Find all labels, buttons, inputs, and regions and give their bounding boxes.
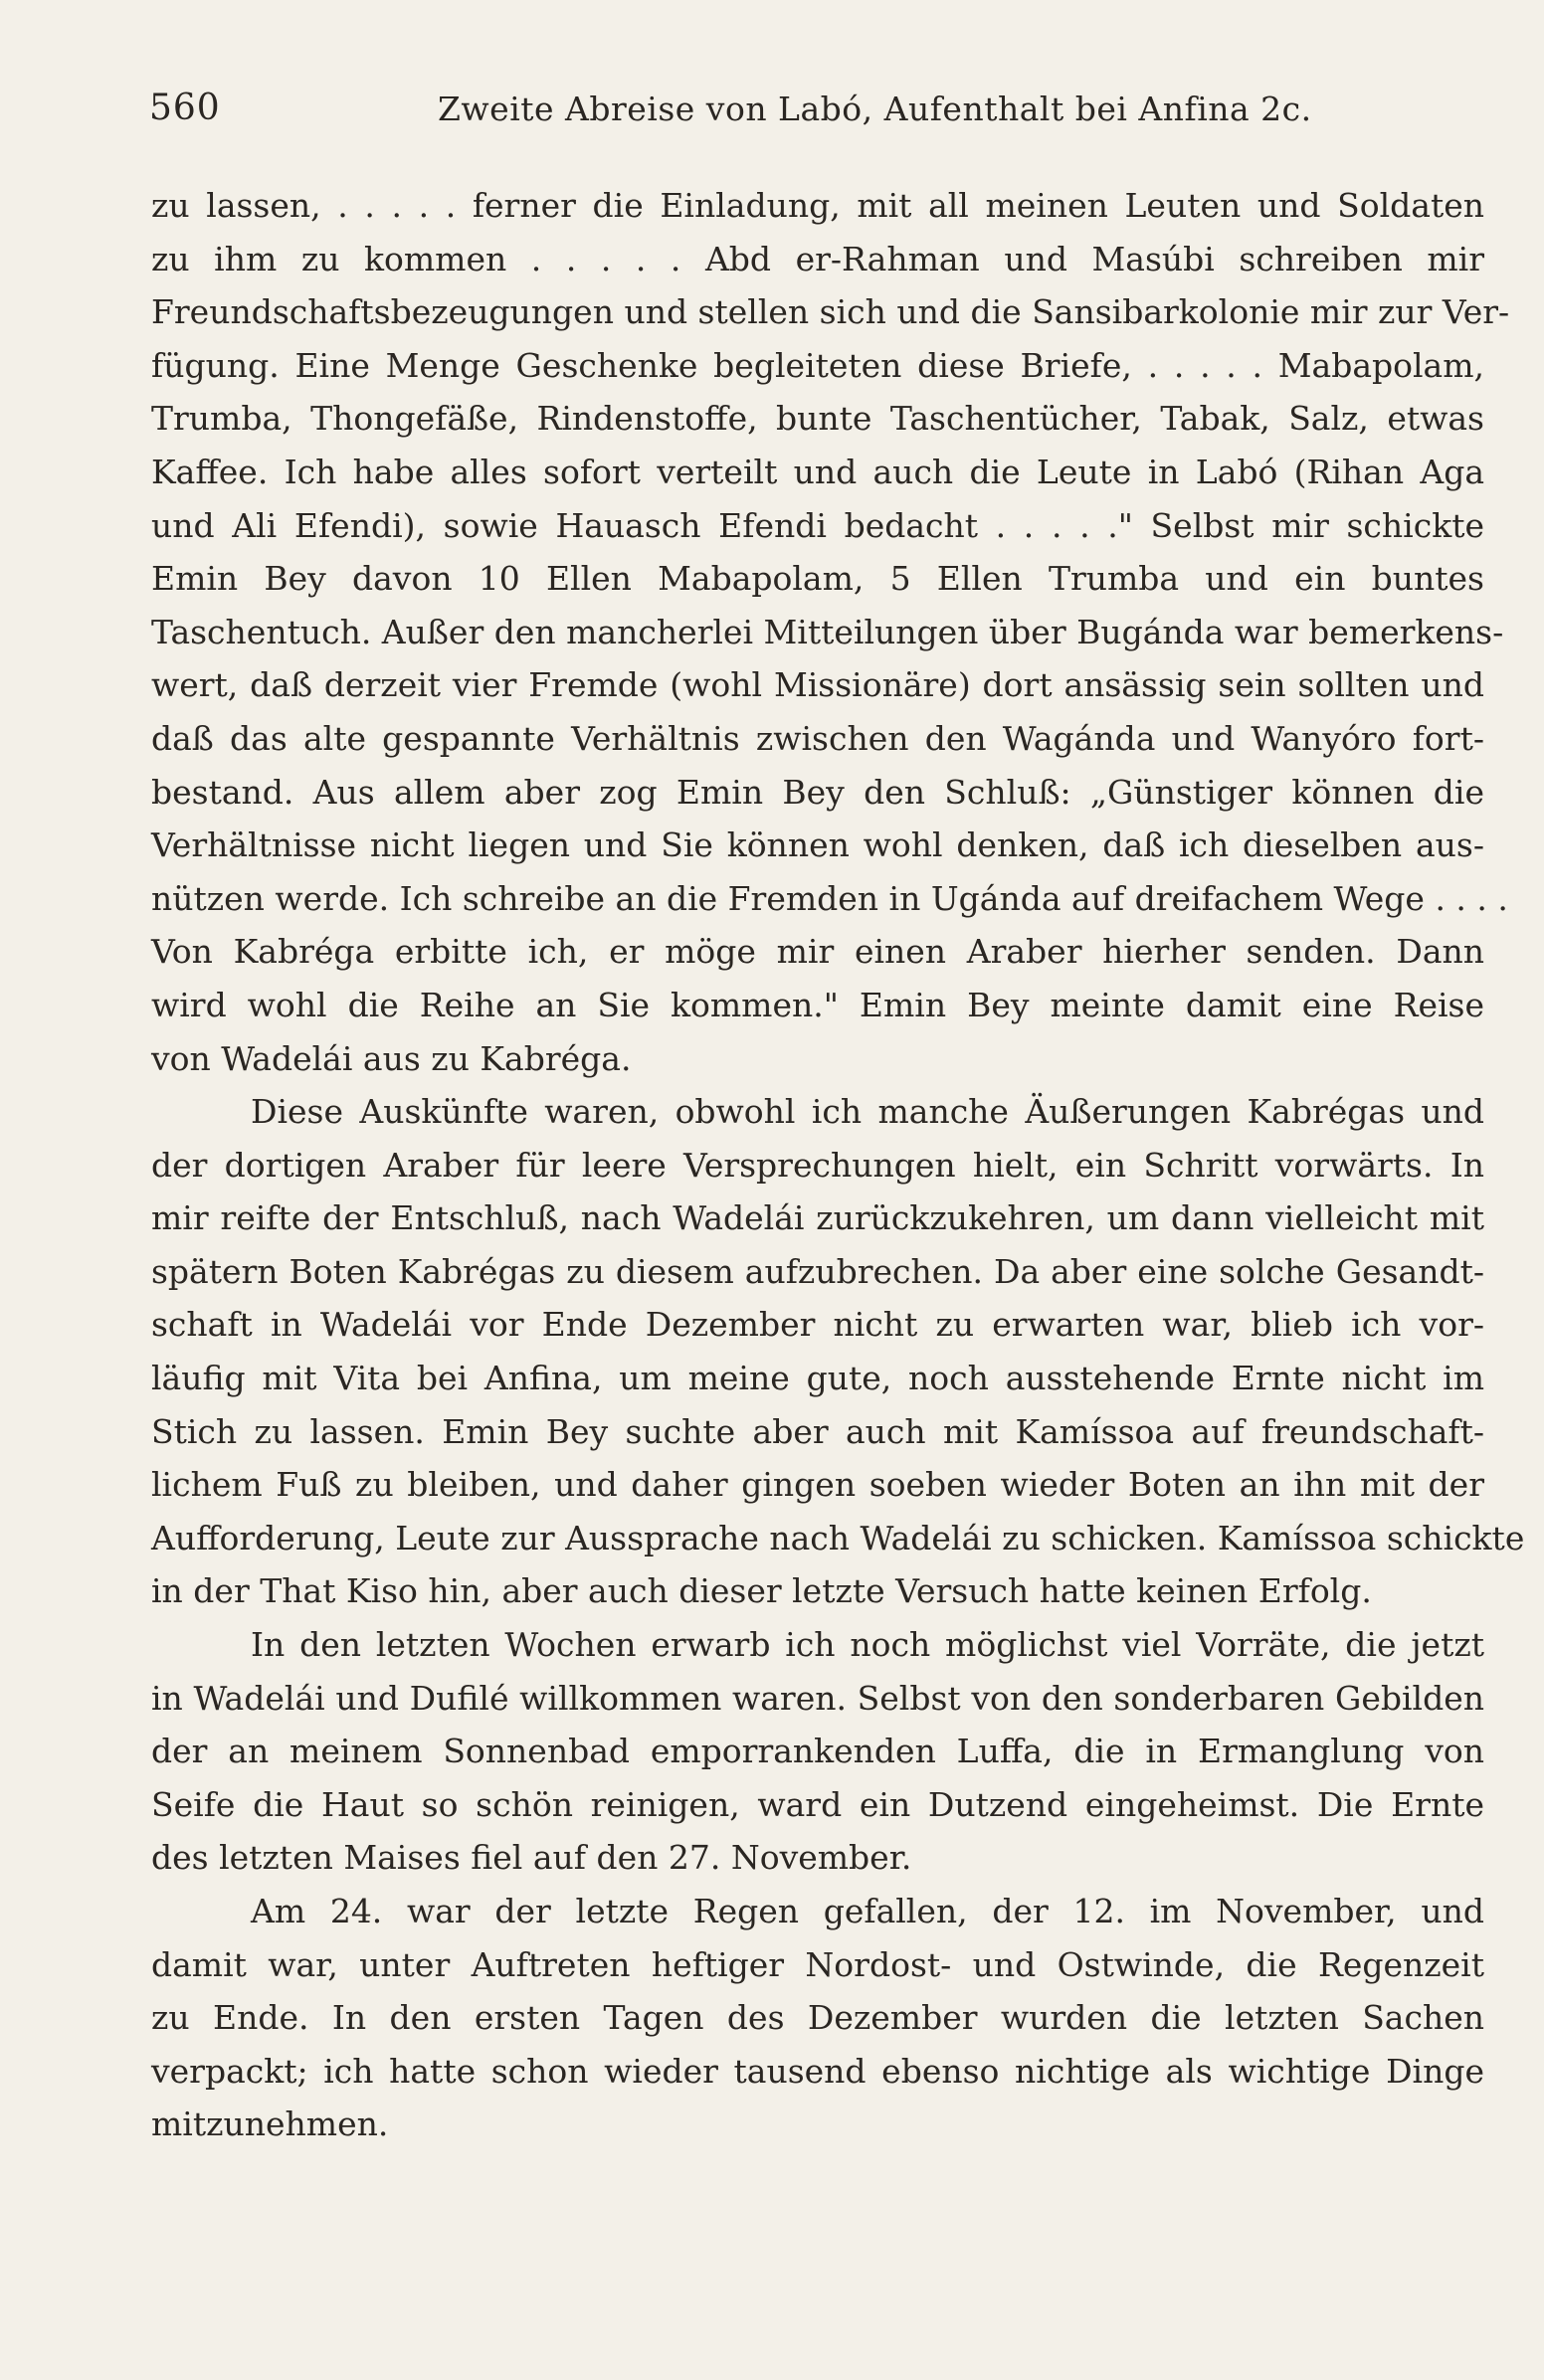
text-line: Stich zu lassen. Emin Bey suchte aber auch mit Kamíssoa auf freundschaft- [151,1411,1484,1451]
page-header [149,88,1494,137]
text-line: Trumba, Thongefäße, Rindenstoffe, bunte Taschentücher, Tabak, Salz, etwas [151,399,1484,439]
text-line: daß das alte gespannte Verhältnis zwischen den Wagánda und Wanyóro fort- [151,718,1484,758]
text-line: wird wohl die Reihe an Sie kommen." Emin Bey meinte damit eine Reise [151,985,1484,1024]
paragraph [151,1618,1484,1885]
running-head: Zweite Abreise von Labó, Aufenthalt bei Anfina 2c. [438,90,1312,128]
text-line: zu Ende. In den ersten Tagen des Dezember wurden die letzten Sachen [151,1998,1484,2038]
text-line: Diese Auskünfte waren, obwohl ich manche Äußerungen Kabrégas und [251,1092,1484,1132]
text-line: Kaffee. Ich habe alles sofort verteilt und auch die Leute in Labó (Rihan Aga [151,452,1484,491]
text-line: damit war, unter Auftreten heftiger Nordost- und Ostwinde, die Regenzeit [151,1944,1484,1984]
text-line: des letzten Maises fiel auf den 27. November. [151,1838,912,1878]
text-line: Von Kabréga erbitte ich, er möge mir einen Araber hierher senden. Dann [151,932,1484,972]
text-line: in der That Kiso hin, aber auch dieser letzte Versuch hatte keinen Erfolg. [151,1571,1372,1611]
text-line: von Wadelái aus zu Kabréga. [151,1038,632,1078]
text-line: in Wadelái und Dufilé willkommen waren. Selbst von den sonderbaren Gebilden [151,1678,1484,1718]
text-line: schaft in Wadelái vor Ende Dezember nicht zu erwarten war, blieb ich vor- [151,1305,1484,1345]
text-line: bestand. Aus allem aber zog Emin Bey den Schluß: „Günstiger können die [151,772,1484,812]
text-line: verpackt; ich hatte schon wieder tausend ebenso nichtige als wichtige Dinge [151,2051,1484,2091]
page-number: 560 [149,88,221,128]
text-line: und Ali Efendi), sowie Hauasch Efendi bedacht . . . . ." Selbst mir schickte [151,505,1484,545]
text-line: Am 24. war der letzte Regen gefallen, der 12. im November, und [251,1892,1484,1930]
text-line: der dortigen Araber für leere Versprechungen hielt, ein Schritt vorwärts. In [151,1145,1484,1185]
text-line: zu ihm zu kommen . . . . . Abd er-Rahman und Masúbi schreiben mir [151,239,1484,278]
body-text [151,179,1525,2151]
paragraph [151,1085,1525,1618]
text-line: Emin Bey davon 10 Ellen Mabapolam, 5 Ellen Trumba und ein buntes [151,559,1484,599]
paragraph [151,179,1510,1085]
text-line: lichem Fuß zu bleiben, und daher gingen soeben wieder Boten an ihn mit der [151,1465,1484,1505]
text-line: läufig mit Vita bei Anfina, um meine gute, noch ausstehende Ernte nicht im [151,1359,1484,1398]
text-line: mir reifte der Entschluß, nach Wadelái zurückzukehren, um dann vielleicht mit [151,1198,1484,1238]
text-line: spätern Boten Kabrégas zu diesem aufzubrechen. Da aber eine solche Gesandt- [151,1251,1484,1291]
text-line: fügung. Eine Menge Geschenke begleiteten diese Briefe, . . . . . Mabapolam, [151,345,1484,385]
text-line: Freundschaftsbezeugungen und stellen sich und die Sansibarkolonie mir zur Ver- [151,292,1510,332]
paragraph [151,1885,1484,2151]
text-line: Seife die Haut so schön reinigen, ward ein Dutzend eingeheimst. Die Ernte [151,1784,1484,1824]
text-line: mitzunehmen. [151,2105,389,2144]
text-line: der an meinem Sonnenbad emporrankenden Luffa, die in Ermanglung von [151,1732,1484,1771]
text-line: zu lassen, . . . . . ferner die Einladung, mit all meinen Leuten und Soldaten [151,186,1484,225]
text-line: In den letzten Wochen erwarb ich noch möglichst viel Vorräte, die jetzt [251,1625,1484,1665]
text-line: Taschentuch. Außer den mancherlei Mitteilungen über Bugánda war bemerkens- [151,612,1504,651]
text-line: nützen werde. Ich schreibe an die Fremden in Ugánda auf dreifachem Wege . . . . [151,878,1508,918]
text-line: wert, daß derzeit vier Fremde (wohl Missionäre) dort ansässig sein sollten und [151,665,1484,705]
text-line: Aufforderung, Leute zur Aussprache nach Wadelái zu schicken. Kamíssoa schickte [151,1518,1525,1557]
text-line: Verhältnisse nicht liegen und Sie können wohl denken, daß ich dieselben aus- [151,825,1484,865]
